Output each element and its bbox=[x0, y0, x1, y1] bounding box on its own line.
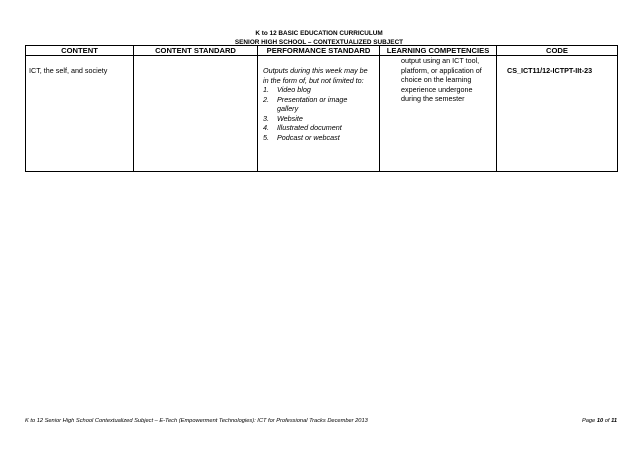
cell-content-standard bbox=[134, 56, 258, 172]
performance-intro: Outputs during this week may be in the form of, but not limited to: bbox=[263, 66, 368, 85]
cell-learning-competency bbox=[380, 56, 497, 172]
list-item: 1. Video blog bbox=[263, 85, 311, 94]
column-header-performance-standard: PERFORMANCE STANDARD bbox=[258, 46, 380, 56]
list-item: 4. Illustrated document bbox=[263, 123, 342, 132]
table-header-row bbox=[26, 46, 618, 56]
footer-title: K to 12 Senior High School Contextualized Subject – E-Tech (Empowerment Technologies): ICT for Professional Tracks December 2013 bbox=[25, 418, 368, 424]
page-number: Page 10 of 11 bbox=[581, 418, 617, 424]
list-item: 3. Website bbox=[263, 113, 303, 123]
column-header-learning-competencies: LEARNING COMPETENCIES bbox=[380, 46, 497, 56]
learning-competency-text: output using an ICT tool, platform, or application of choice on the learning experience undergone during the semester bbox=[401, 56, 482, 103]
cell-content: ICT, the self, and society bbox=[26, 56, 134, 172]
column-header-content: CONTENT bbox=[26, 46, 134, 56]
curriculum-table bbox=[25, 45, 618, 172]
performance-list bbox=[263, 85, 379, 142]
list-item: 2. Presentation or image gallery bbox=[263, 94, 348, 113]
column-header-code: CODE bbox=[497, 46, 618, 56]
table-row bbox=[26, 56, 618, 172]
column-header-content-standard: CONTENT STANDARD bbox=[134, 46, 258, 56]
cell-code: CS_ICT11/12-ICTPT-IIt-23 bbox=[497, 56, 618, 172]
header-line-1: K to 12 BASIC EDUCATION CURRICULUM bbox=[255, 30, 383, 37]
header-line-2: SENIOR HIGH SCHOOL – CONTEXTUALIZED SUBJECT bbox=[234, 39, 404, 46]
page-footer bbox=[25, 418, 617, 424]
list-item: 5. Podcast or webcast bbox=[263, 132, 340, 142]
cell-performance-standard bbox=[258, 56, 380, 172]
